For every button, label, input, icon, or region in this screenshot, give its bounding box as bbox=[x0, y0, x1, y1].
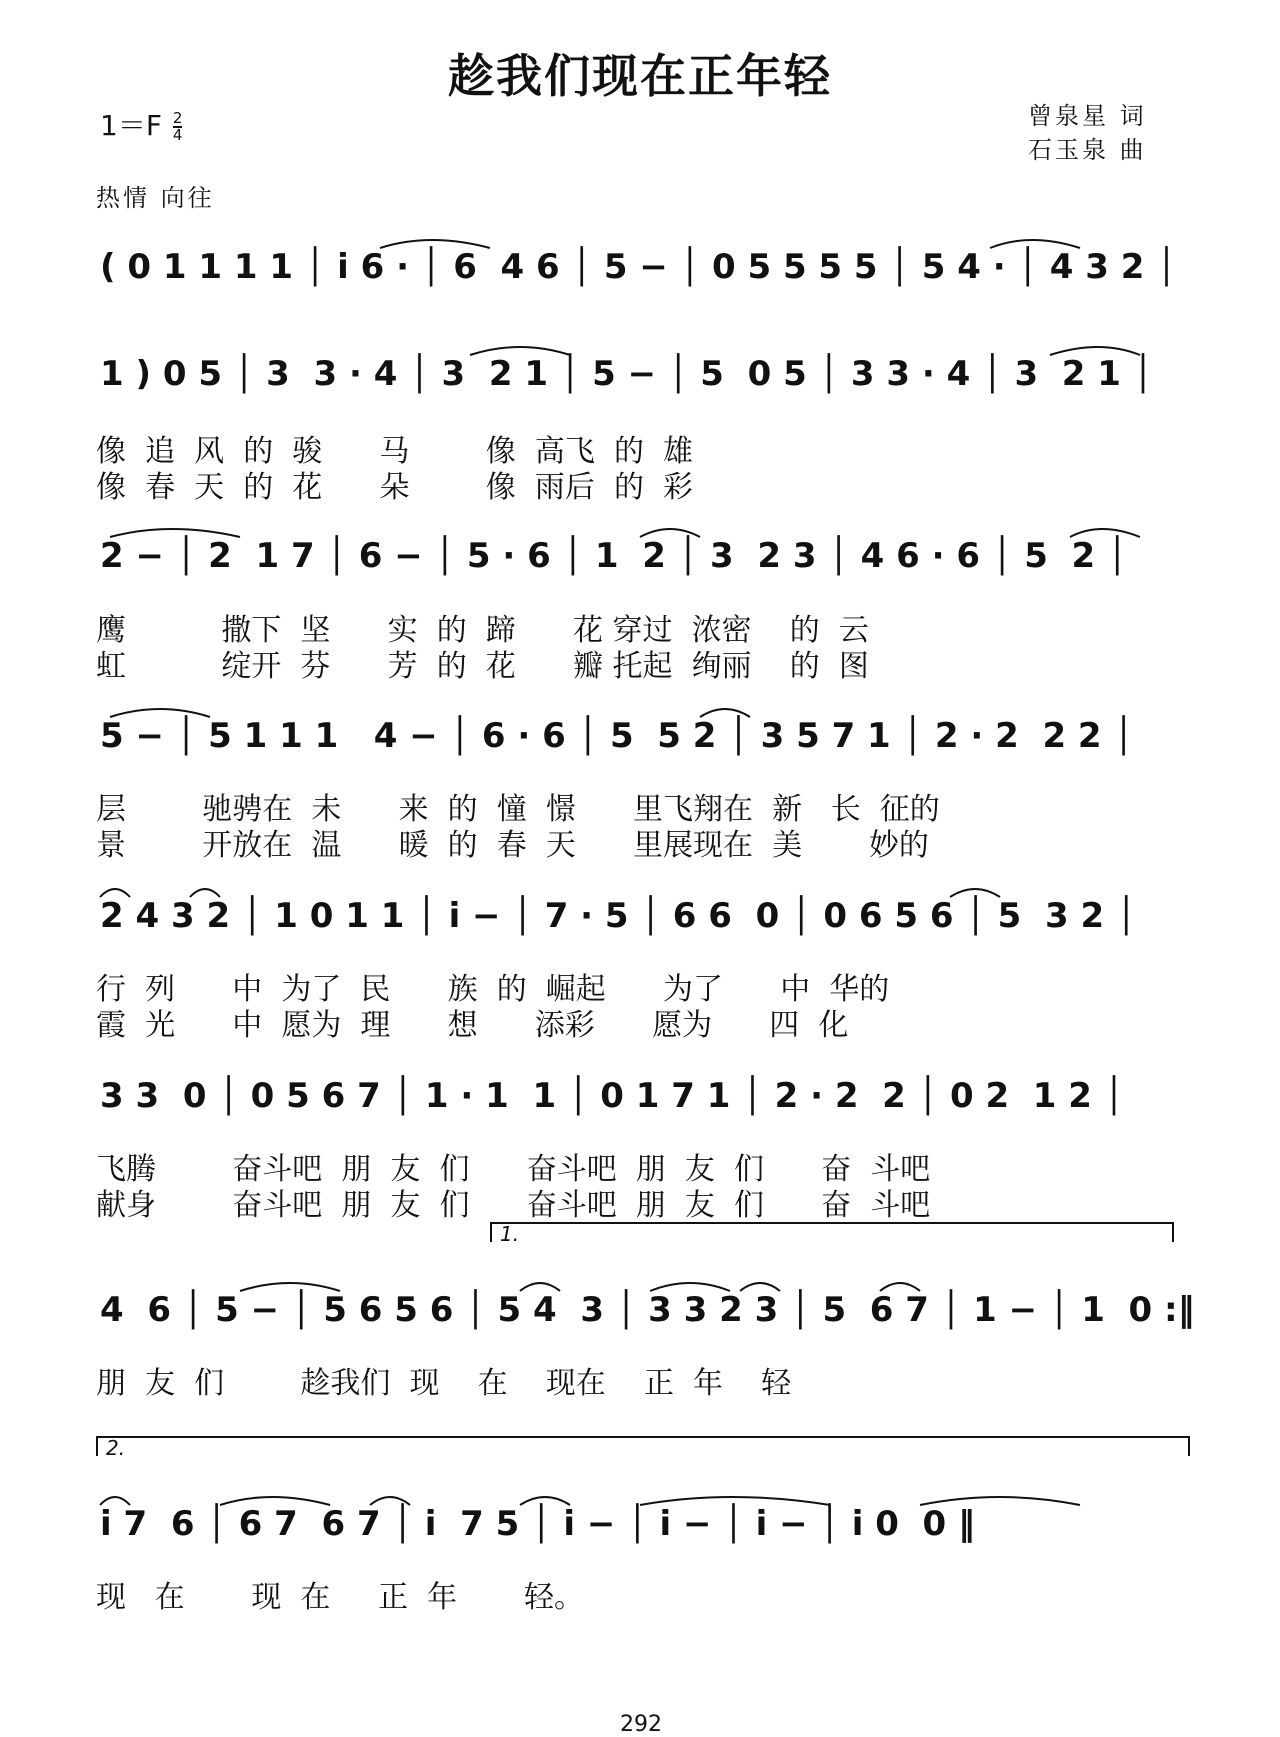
staff-notes: 2 − │ 2 1 7 │ 6 − │ 5 · 6 │ 1 2 │ 3 2 3 │ 4 6 · 6 │ 5 2 │ bbox=[100, 536, 1128, 576]
lyric-verse-2: 霞 光 中 愿为 理 想 添彩 愿为 四 化 bbox=[96, 1008, 849, 1043]
lyric-verse-1: 行 列 中 为了 民 族 的 崛起 为了 中 华的 bbox=[96, 972, 890, 1007]
second-ending-label: 2. bbox=[106, 1436, 126, 1460]
second-ending-bracket bbox=[96, 1436, 1190, 1460]
staff-line-4 bbox=[96, 714, 1196, 758]
composer-credit: 石玉泉 曲 bbox=[1028, 136, 1147, 164]
lyric-verse-2: 景 开放在 温 暖 的 春 天 里展现在 美 妙的 bbox=[96, 828, 929, 863]
lyric-verse-1: 朋 友 们 趁我们 现 在 现在 正 年 轻 bbox=[96, 1366, 792, 1401]
lyric-verse-2: 像 春 天 的 花 朵 像 雨后 的 彩 bbox=[96, 470, 694, 505]
lyric-verse-2: 献身 奋斗吧 朋 友 们 奋斗吧 朋 友 们 奋 斗吧 bbox=[96, 1188, 931, 1223]
lyric-verse-1: 鹰 撒下 坚 实 的 蹄 花 穿过 浓密 的 云 bbox=[96, 613, 869, 648]
song-title: 趁我们现在正年轻 bbox=[448, 49, 832, 103]
staff-line-2 bbox=[96, 352, 1196, 396]
staff-notes: 5 − │ 5 1 1 1 4 − │ 6 · 6 │ 5 5 2 │ 3 5 7 1 │ 2 · 2 2 2 │ bbox=[100, 716, 1134, 756]
page-number: 292 bbox=[620, 1712, 662, 1737]
staff-line-5 bbox=[96, 894, 1196, 938]
time-denominator: 4 bbox=[172, 126, 183, 144]
lyric-verse-1: 现 在 现 在 正 年 轻。 bbox=[96, 1580, 584, 1615]
lyricist-credit: 曾泉星 词 bbox=[1028, 102, 1147, 130]
lyric-verse-1: 像 追 风 的 骏 马 像 高飞 的 雄 bbox=[96, 434, 694, 469]
staff-line-6 bbox=[96, 1074, 1196, 1118]
staff-line-8 bbox=[96, 1502, 1196, 1546]
staff-notes: 4 6 │ 5 − │ 5 6 5 6 │ 5 4 3 │ 3 3 2 3 │ 5 6 7 │ 1 − │ 1 0 :‖ bbox=[100, 1290, 1195, 1330]
staff-notes: i 7 6 │ 6 7 6 7 │ i 7 5 │ i − │ i − │ i − │ i 0 0 ‖ bbox=[100, 1504, 976, 1544]
time-numerator: 2 bbox=[172, 109, 183, 127]
staff-line-7 bbox=[96, 1288, 1196, 1332]
staff-notes: 1 ) 0 5 │ 3 3 · 4 │ 3 2 1 │ 5 − │ 5 0 5 │ 3 3 · 4 │ 3 2 1 │ bbox=[100, 354, 1154, 394]
first-ending-bracket bbox=[490, 1222, 1174, 1246]
staff-notes: 2 4 3 2 │ 1 0 1 1 │ i − │ 7 · 5 │ 6 6 0 │ 0 6 5 6 │ 5 3 2 │ bbox=[100, 896, 1137, 936]
key-label: 1＝F bbox=[100, 109, 162, 142]
key-signature bbox=[100, 104, 182, 144]
staff-line-3 bbox=[96, 534, 1196, 578]
staff-notes: 3 3 0 │ 0 5 6 7 │ 1 · 1 1 │ 0 1 7 1 │ 2 · 2 2 │ 0 2 1 2 │ bbox=[100, 1076, 1125, 1116]
lyric-verse-2: 虹 绽开 芬 芳 的 花 瓣 托起 绚丽 的 图 bbox=[96, 649, 869, 684]
lyric-verse-1: 层 驰骋在 未 来 的 憧 憬 里飞翔在 新 长 征的 bbox=[96, 792, 940, 827]
staff-notes: ( 0 1 1 1 1 │ i 6 · │ 6 4 6 │ 5 − │ 0 5 5 5 5 │ 5 4 · │ 4 3 2 │ bbox=[100, 247, 1177, 287]
tempo-marking: 热情 向往 bbox=[96, 184, 215, 212]
lyric-verse-1: 飞腾 奋斗吧 朋 友 们 奋斗吧 朋 友 们 奋 斗吧 bbox=[96, 1152, 931, 1187]
first-ending-label: 1. bbox=[500, 1222, 520, 1246]
time-signature bbox=[173, 111, 183, 143]
staff-line-1 bbox=[96, 245, 1196, 289]
